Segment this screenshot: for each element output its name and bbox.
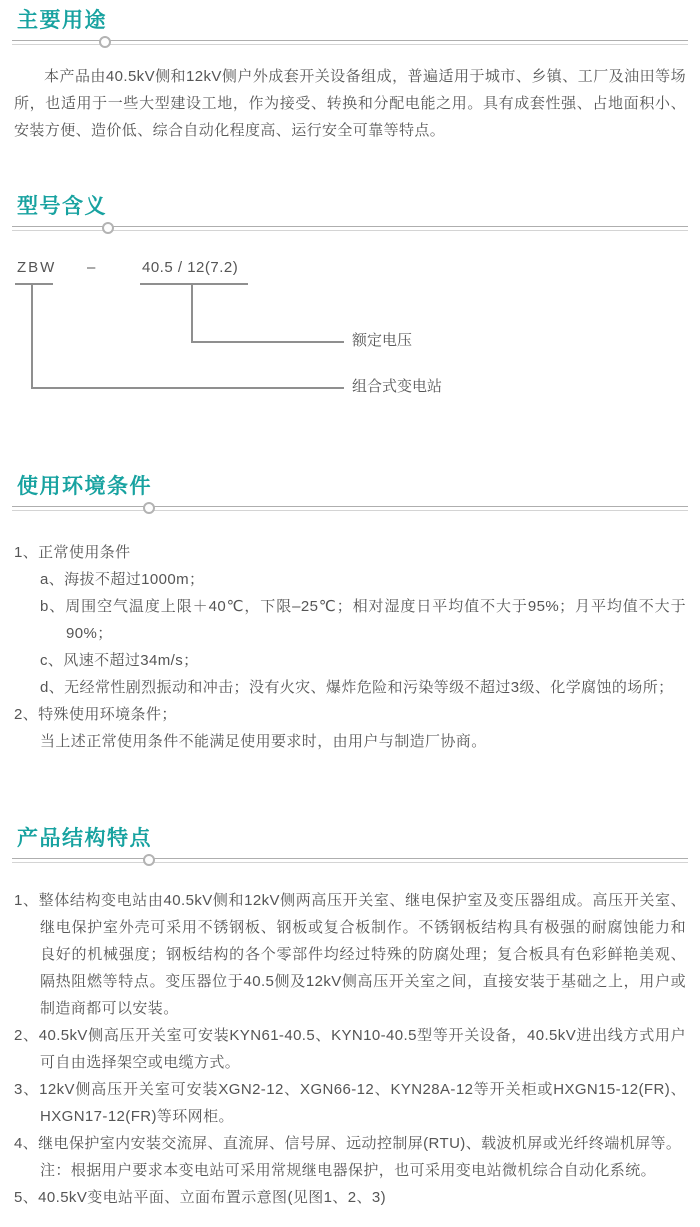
list-item: d、无经常性剧烈振动和冲击；没有火灾、爆炸危险和污染等级不超过3级、化学腐蚀的场所；	[40, 679, 674, 696]
label-rated-voltage: 额定电压	[352, 332, 413, 349]
section-divider	[12, 858, 688, 863]
model-spec-text: 40.5 / 12(7.2)	[142, 259, 239, 276]
section-title: 主要用途	[17, 9, 107, 32]
model-designation-diagram	[0, 255, 700, 430]
usage-paragraph: 本产品由40.5kV侧和12kV侧户外成套开关设备组成，普遍适用于城市、乡镇、工厂及油田等场所，也适用于一些大型建设工地，作为接受、转换和分配电能之用。具有成套性强、占地面积小、安装方便、造价低、综合自动化程度高、运行安全可靠等特点。	[14, 68, 686, 139]
structure-features-list	[14, 887, 686, 1211]
model-underline-prefix	[15, 283, 53, 285]
list-item: 注：根据用户要求本变电站可采用常规继电器保护，也可采用变电站微机综合自动化系统。	[40, 1162, 657, 1179]
list-item: 当上述正常使用条件不能满足使用要求时，由用户与制造厂协商。	[40, 733, 487, 750]
section-title: 产品结构特点	[17, 827, 152, 850]
list-item: 2、特殊使用环境条件；	[14, 706, 177, 723]
connector-vertical-substation	[31, 283, 33, 389]
section-divider	[12, 226, 688, 231]
model-dash-text: –	[87, 259, 96, 276]
divider-circle	[143, 502, 155, 514]
section-divider	[12, 40, 688, 45]
section-divider	[12, 506, 688, 511]
section-title: 型号含义	[17, 195, 107, 218]
divider-circle	[102, 222, 114, 234]
section-environment-conditions	[0, 474, 700, 755]
label-combined-substation: 组合式变电站	[352, 378, 443, 395]
model-underline-spec	[140, 283, 248, 285]
connector-horizontal-substation	[31, 387, 344, 389]
list-item: b、周围空气温度上限＋40℃，下限–25℃；相对湿度日平均值不大于95%；月平均值不大于90%；	[40, 598, 686, 642]
section-title: 使用环境条件	[17, 475, 152, 498]
divider-circle	[99, 36, 111, 48]
list-item: 5、40.5kV变电站平面、立面布置示意图(见图1、2、3)	[14, 1189, 387, 1206]
list-item: 2、40.5kV侧高压开关室可安装KYN61-40.5、KYN10-40.5型等开关设备，40.5kV进出线方式用户可自由选择架空或电缆方式。	[14, 1027, 686, 1071]
connector-horizontal-rated-voltage	[191, 341, 344, 343]
list-item: 1、正常使用条件	[14, 544, 131, 561]
section-structure-features	[0, 826, 700, 1211]
list-item: 4、继电保护室内安装交流屏、直流屏、信号屏、远动控制屏(RTU)、载波机屏或光纤终端机屏等。	[14, 1135, 682, 1152]
environment-conditions-list	[14, 539, 686, 755]
model-prefix-text: ZBW	[17, 259, 57, 276]
list-item: 1、整体结构变电站由40.5kV侧和12kV侧两高压开关室、继电保护室及变压器组成。高压开关室、继电保护室外壳可采用不锈钢板、钢板或复合板制作。不锈钢板结构具有极强的耐腐蚀能力和良好的机械强度；钢板结构的各个零部件均经过特殊的防腐处理；复合板具有色彩鲜艳美观、隔热阻燃等特点。变压器位于40.5侧及12kV侧高压开关室之间，直接安装于基础之上，用户或制造商都可以安装。	[14, 892, 686, 1017]
connector-vertical-rated-voltage	[191, 283, 193, 343]
list-item: c、风速不超过34m/s；	[40, 652, 199, 669]
section-model-meaning	[0, 194, 700, 430]
section-main-usage	[0, 8, 700, 144]
list-item: 3、12kV侧高压开关室可安装XGN2-12、XGN66-12、KYN28A-12等开关柜或HXGN15-12(FR)、HXGN17-12(FR)等环网柜。	[14, 1081, 686, 1125]
divider-circle	[143, 854, 155, 866]
list-item: a、海拔不超过1000m；	[40, 571, 205, 588]
